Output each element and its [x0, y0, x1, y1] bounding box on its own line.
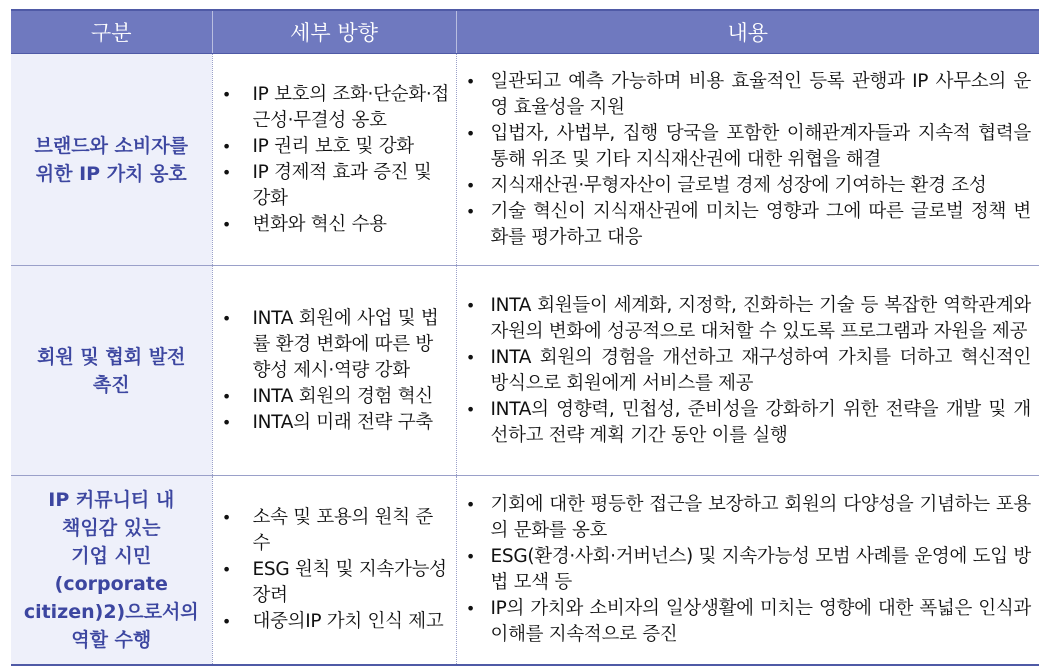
category-cell	[11, 54, 212, 266]
bullet-icon: •	[465, 295, 476, 315]
direction-item: • IP 경제적 효과 증진 및 강화	[213, 160, 456, 212]
bullet-icon: •	[221, 84, 232, 104]
bullet-icon: •	[221, 162, 232, 182]
content-item: • 입법자, 사법부, 집행 당국을 포함한 이해관계자들과 지속적 협력을 통해 위조 및 기타 지식재산권에 대한 위협을 해결	[457, 121, 1040, 173]
contents-cell	[456, 266, 1039, 476]
direction-item: • IP 보호의 조화·단순화·접근성·무결성 옹호	[213, 82, 456, 134]
contents-cell	[456, 476, 1039, 666]
header-contents: 내용	[456, 10, 1039, 54]
directions-cell	[212, 54, 456, 266]
bullet-icon: •	[221, 412, 232, 432]
direction-item: • 소속 및 포용의 원칙 준수	[213, 505, 456, 557]
table-row	[11, 476, 1039, 666]
bullet-icon: •	[465, 495, 476, 514]
content-item: • INTA 회원의 경험을 개선하고 재구성하여 가치를 더하고 혁신적인 방식으로 회원에게 서비스를 제공	[457, 345, 1040, 397]
content-item: • 일관되고 예측 가능하며 비용 효율적인 등록 관행과 IP 사무소의 운영 효율성을 지원	[457, 69, 1040, 121]
bullet-icon: •	[465, 347, 476, 367]
category-line: 위한 IP 가치 옹호	[35, 162, 187, 185]
content-item: • 지식재산권·무형자산이 글로벌 경제 성장에 기여하는 환경 조성	[457, 173, 1040, 199]
category-cell	[11, 476, 212, 666]
table-row	[11, 54, 1039, 266]
category-line: 책임감 있는	[62, 517, 161, 539]
content-item: • INTA 회원들이 세계화, 지정학, 진화하는 기술 등 복잡한 역학관계와 자원의 변화에 성공적으로 대처할 수 있도록 프로그램과 자원을 제공	[457, 293, 1040, 345]
bullet-icon: •	[465, 399, 476, 419]
bullet-icon: •	[465, 175, 476, 195]
bullet-icon: •	[465, 201, 476, 221]
bullet-icon: •	[221, 386, 232, 406]
table-row	[11, 266, 1039, 476]
direction-item: • INTA 회원의 경험 혁신	[213, 384, 456, 410]
direction-item: • INTA 회원에 사업 및 법률 환경 변화에 따른 방향성 제시·역량 강화	[213, 306, 456, 384]
content-item: • 기술 혁신이 지식재산권에 미치는 영향과 그에 따른 글로벌 정책 변화를 평가하고 대응	[457, 199, 1040, 251]
bullet-icon: •	[221, 214, 232, 234]
category-line: 촉진	[92, 373, 130, 396]
category-line: 기업 시민(corporate	[54, 545, 168, 595]
content-item: • IP의 가치와 소비자의 일상생활에 미치는 영향에 대한 폭넓은 인식과 이해를 지속적으로 증진	[457, 596, 1040, 648]
contents-cell	[456, 54, 1039, 266]
bullet-icon: •	[221, 612, 232, 631]
direction-item: • ESG 원칙 및 지속가능성 장려	[213, 557, 456, 609]
bullet-icon: •	[221, 308, 232, 328]
directions-cell	[212, 476, 456, 666]
header-category: 구분	[11, 10, 212, 54]
header-directions: 세부 방향	[212, 10, 456, 54]
table-header-row	[11, 10, 1039, 54]
bullet-icon: •	[465, 599, 476, 618]
direction-item: • 대중의IP 가치 인식 제고	[213, 609, 456, 635]
content-item: • 기회에 대한 평등한 접근을 보장하고 회원의 다양성을 기념하는 포용의 문화를 옹호	[457, 492, 1040, 544]
bullet-icon: •	[465, 123, 476, 143]
category-line: citizen)2)으로서의	[23, 601, 199, 623]
direction-item: • IP 권리 보호 및 강화	[213, 134, 456, 160]
bullet-icon: •	[465, 71, 476, 91]
strategy-table	[11, 9, 1039, 666]
content-item: • ESG(환경·사회·거버넌스) 및 지속가능성 모범 사례를 운영에 도입 방법 모색 등	[457, 544, 1040, 596]
content-item: • INTA의 영향력, 민첩성, 준비성을 강화하기 위한 전략을 개발 및 개선하고 전략 계획 기간 동안 이를 실행	[457, 397, 1040, 449]
bullet-icon: •	[221, 136, 232, 156]
category-line: 회원 및 협회 발전	[37, 345, 186, 368]
category-line: 역할 수행	[71, 629, 152, 651]
bullet-icon: •	[221, 508, 232, 527]
category-line: IP 커뮤니티 내	[48, 489, 175, 511]
bullet-icon: •	[465, 547, 476, 566]
directions-cell	[212, 266, 456, 476]
direction-item: • INTA의 미래 전략 구축	[213, 410, 456, 436]
direction-item: • 변화와 혁신 수용	[213, 212, 456, 238]
category-cell	[11, 266, 212, 476]
bullet-icon: •	[221, 560, 232, 579]
category-line: 브랜드와 소비자를	[34, 134, 188, 157]
